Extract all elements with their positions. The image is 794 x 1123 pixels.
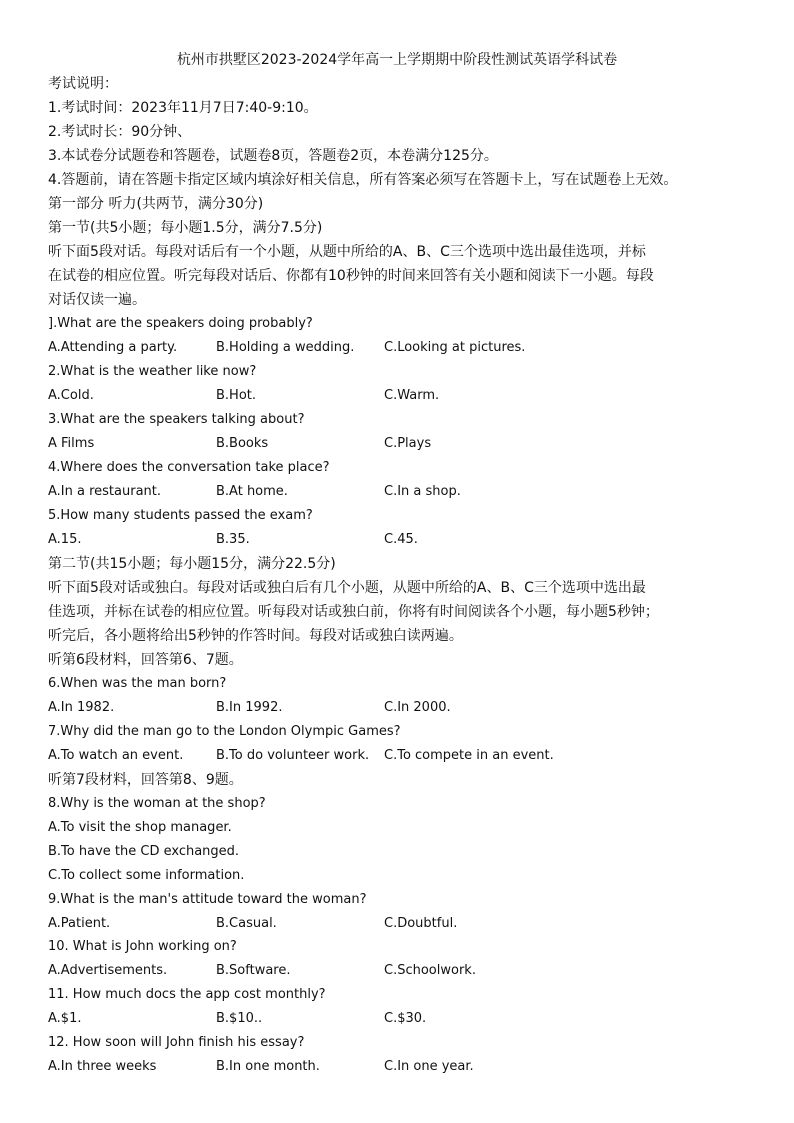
option-a: A.Cold. — [48, 388, 94, 403]
option-b: B.Books — [216, 436, 269, 451]
section2-heading: 第二节(共15小题；每小题15分，满分22.5分) — [48, 556, 336, 572]
option-c: C.In one year. — [384, 1059, 474, 1074]
question-stem: 12. How soon will John finish his essay? — [48, 1035, 305, 1050]
question-stem: 6.When was the man born? — [48, 676, 227, 691]
section1-directions-line: 在试卷的相应位置。听完每段对话后、你都有10秒钟的时间来回答有关小题和阅读下一小题。每段 — [48, 268, 654, 284]
material-note: 听第7段材料，回答第8、9题。 — [48, 772, 243, 788]
section1-heading: 第一节(共5小题；每小题1.5分，满分7.5分) — [48, 220, 323, 236]
instruction-item: 4.答题前，请在答题卡指定区域内填涂好相关信息，所有答案必须写在答题卡上，写在试题卷上无效。 — [48, 172, 678, 188]
question-stem: 10. What is John working on? — [48, 939, 237, 954]
question-stem: 3.What are the speakers talking about? — [48, 412, 305, 427]
option-c: C.45. — [384, 532, 418, 547]
instruction-item: 2.考试时长：90分钟、 — [48, 124, 192, 140]
question-stem: ].What are the speakers doing probably? — [48, 316, 313, 331]
option-a: A.15. — [48, 532, 82, 547]
question-stem: 8.Why is the woman at the shop? — [48, 796, 266, 811]
instructions-heading: 考试说明： — [48, 76, 118, 92]
option-c: C.To collect some information. — [48, 868, 245, 883]
option-c: C.To compete in an event. — [384, 748, 554, 763]
section2-directions-line: 听完后，各小题将给出5秒钟的作答时间。每段对话或独白读两遍。 — [48, 628, 463, 644]
question-stem: 11. How much docs the app cost monthly? — [48, 987, 326, 1002]
question-stem: 5.How many students passed the exam? — [48, 508, 313, 523]
option-b: B.Holding a wedding. — [216, 340, 355, 355]
section2-directions-line: 听下面5段对话或独白。每段对话或独白后有几个小题，从题中所给的A、B、C三个选项中选出最 — [48, 580, 646, 596]
option-b: B.$10.. — [216, 1011, 263, 1026]
option-b: B.Software. — [216, 963, 291, 978]
option-a: A.Advertisements. — [48, 963, 168, 978]
page-title: 杭州市拱墅区2023-2024学年高一上学期期中阶段性测试英语学科试卷 — [176, 52, 618, 68]
option-a: A.In 1982. — [48, 700, 115, 715]
option-b: B.Hot. — [216, 388, 257, 403]
instruction-item: 1.考试时间：2023年11月7日7:40-9:10。 — [48, 100, 318, 116]
option-c: C.Schoolwork. — [384, 963, 476, 978]
option-c: C.Doubtful. — [384, 916, 458, 931]
option-b: B.To have the CD exchanged. — [48, 844, 240, 859]
option-a: A.In three weeks — [48, 1059, 157, 1074]
option-b: B.In 1992. — [216, 700, 283, 715]
option-a: A.To visit the shop manager. — [48, 820, 232, 835]
option-c: C.$30. — [384, 1011, 427, 1026]
option-c: C.Plays — [384, 436, 432, 451]
option-c: C.In a shop. — [384, 484, 461, 499]
option-a: A.To watch an event. — [48, 748, 184, 763]
option-c: C.In 2000. — [384, 700, 451, 715]
option-c: C.Looking at pictures. — [384, 340, 526, 355]
section2-directions-line: 佳选项，并标在试卷的相应位置。听每段对话或独白前，你将有时间阅读各个小题，每小题5秒钟； — [48, 604, 659, 620]
option-b: B.To do volunteer work. — [216, 748, 370, 763]
option-b: B.At home. — [216, 484, 288, 499]
option-b: B.In one month. — [216, 1059, 320, 1074]
instruction-item: 3.本试卷分试题卷和答题卷，试题卷8页，答题卷2页，本卷满分125分。 — [48, 148, 498, 164]
option-a: A.$1. — [48, 1011, 82, 1026]
section1-directions-line: 听下面5段对话。每段对话后有一个小题，从题中所给的A、B、C三个选项中选出最佳选项，并标 — [48, 244, 646, 260]
question-stem: 9.What is the man's attitude toward the woman? — [48, 892, 367, 907]
material-note: 听第6段材料，回答第6、7题。 — [48, 652, 243, 668]
option-c: C.Warm. — [384, 388, 440, 403]
question-stem: 4.Where does the conversation take place? — [48, 460, 330, 475]
part1-heading: 第一部分 听力(共两节，满分30分) — [48, 196, 264, 212]
option-a: A.Patient. — [48, 916, 111, 931]
section1-directions-line: 对话仅读一遍。 — [48, 292, 146, 308]
option-b: B.Casual. — [216, 916, 277, 931]
question-stem: 7.Why did the man go to the London Olympic Games? — [48, 724, 401, 739]
option-a: A.In a restaurant. — [48, 484, 162, 499]
option-a: A.Attending a party. — [48, 340, 178, 355]
question-stem: 2.What is the weather like now? — [48, 364, 257, 379]
option-a: A Films — [48, 436, 95, 451]
option-b: B.35. — [216, 532, 250, 547]
